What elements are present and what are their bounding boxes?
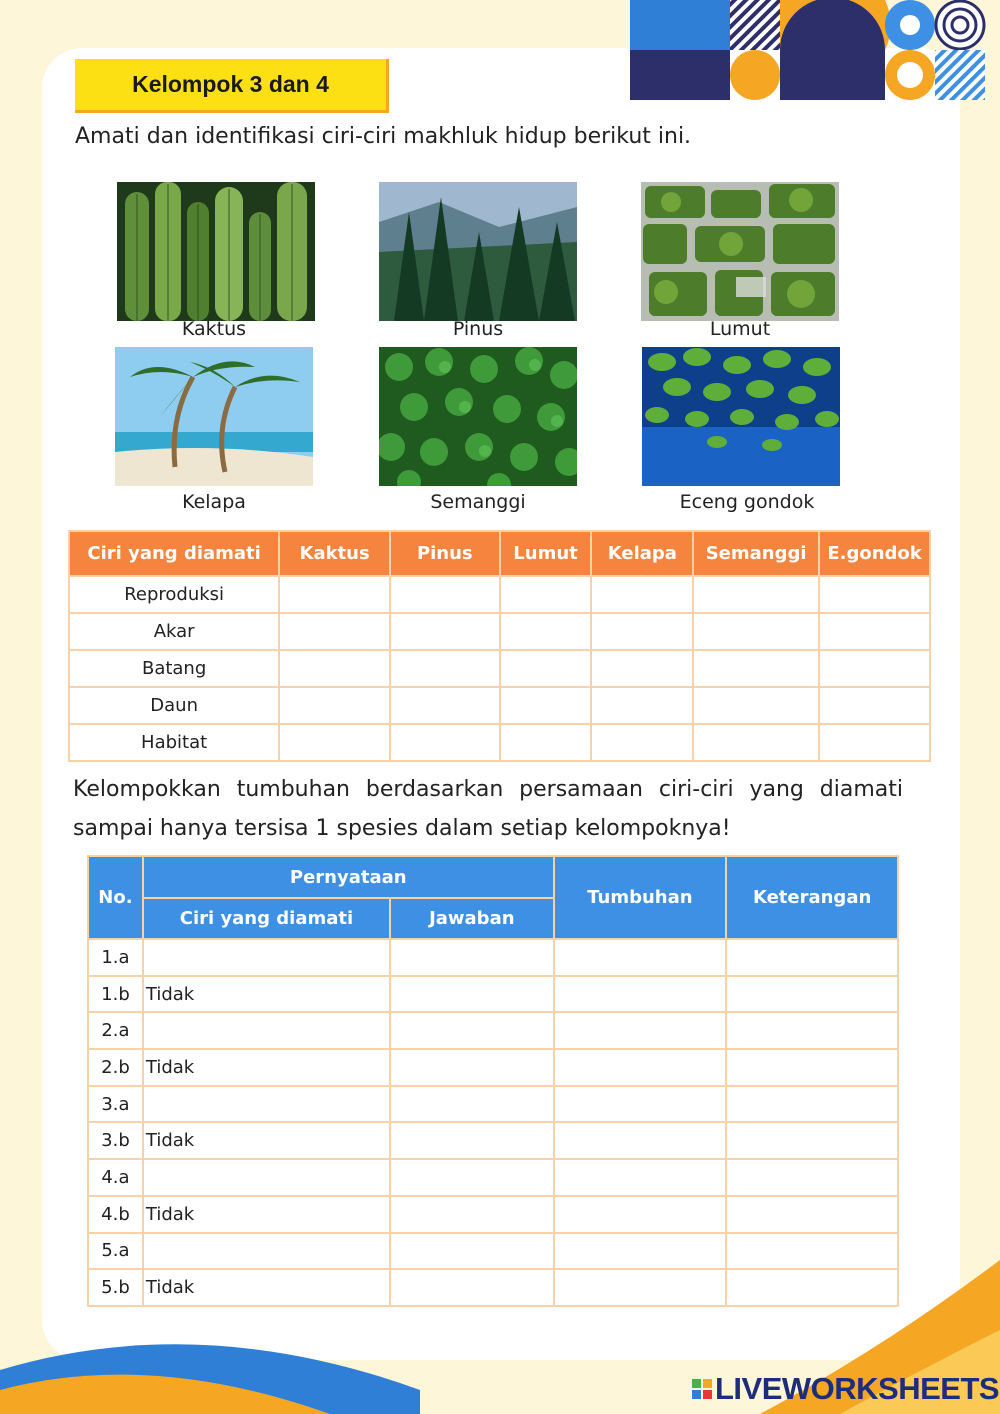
answer-cell[interactable] — [819, 724, 930, 761]
note-cell[interactable] — [726, 1233, 898, 1270]
answer-cell[interactable] — [390, 724, 500, 761]
table-row — [88, 1233, 898, 1270]
column-header: E.gondok — [819, 531, 930, 576]
plant-cell[interactable] — [554, 1269, 727, 1306]
plant-cell[interactable] — [554, 1233, 727, 1270]
note-cell[interactable] — [726, 1269, 898, 1306]
note-cell[interactable] — [726, 976, 898, 1013]
answer-cell[interactable] — [819, 650, 930, 687]
geometric-header-decoration — [630, 0, 1000, 100]
answer-cell[interactable] — [693, 650, 819, 687]
answer-cell[interactable] — [693, 613, 819, 650]
trait-cell[interactable] — [143, 1159, 390, 1196]
answer-cell[interactable] — [500, 613, 592, 650]
answer-cell[interactable] — [390, 939, 554, 976]
plant-cell[interactable] — [554, 1122, 727, 1159]
column-header: Jawaban — [390, 898, 554, 939]
column-header: Pernyataan — [143, 856, 554, 898]
row-label: Habitat — [69, 724, 279, 761]
clover-photo — [379, 347, 577, 486]
column-header: Kelapa — [591, 531, 693, 576]
column-header: Keterangan — [726, 856, 898, 939]
answer-cell[interactable] — [693, 687, 819, 724]
photo-caption: Eceng gondok — [679, 491, 815, 513]
water-hyacinth-photo — [642, 347, 840, 486]
table-row — [88, 1086, 898, 1123]
table-row — [88, 1159, 898, 1196]
answer-cell[interactable] — [279, 687, 390, 724]
answer-cell[interactable] — [390, 1196, 554, 1233]
plant-cell[interactable] — [554, 939, 727, 976]
answer-cell[interactable] — [591, 613, 693, 650]
row-number: 3.b — [88, 1122, 143, 1159]
row-number: 5.a — [88, 1233, 143, 1270]
answer-cell[interactable] — [390, 1233, 554, 1270]
photo-caption: Semanggi — [430, 491, 526, 513]
classification-table — [87, 855, 899, 1307]
moss-wall-photo — [641, 182, 839, 321]
trait-cell: Tidak — [143, 1049, 390, 1086]
liveworksheets-logo[interactable] — [692, 1371, 999, 1407]
row-label: Daun — [69, 687, 279, 724]
answer-cell[interactable] — [390, 650, 500, 687]
answer-cell[interactable] — [500, 650, 592, 687]
answer-cell[interactable] — [279, 650, 390, 687]
trait-cell[interactable] — [143, 1086, 390, 1123]
answer-cell[interactable] — [591, 576, 693, 613]
trait-cell: Tidak — [143, 1269, 390, 1306]
coconut-palm-photo — [115, 347, 313, 486]
pine-forest-photo — [379, 182, 577, 321]
answer-cell[interactable] — [390, 576, 500, 613]
answer-cell[interactable] — [390, 1122, 554, 1159]
answer-cell[interactable] — [390, 687, 500, 724]
table-row — [88, 1012, 898, 1049]
note-cell[interactable] — [726, 1086, 898, 1123]
note-cell[interactable] — [726, 939, 898, 976]
plant-cell[interactable] — [554, 1086, 727, 1123]
table-row — [88, 1049, 898, 1086]
table-row — [88, 1122, 898, 1159]
answer-cell[interactable] — [819, 613, 930, 650]
column-header: Semanggi — [693, 531, 819, 576]
answer-cell[interactable] — [693, 576, 819, 613]
observation-table — [68, 530, 931, 762]
answer-cell[interactable] — [819, 687, 930, 724]
answer-cell[interactable] — [693, 724, 819, 761]
column-header: Lumut — [500, 531, 592, 576]
answer-cell[interactable] — [500, 724, 592, 761]
row-number: 2.a — [88, 1012, 143, 1049]
answer-cell[interactable] — [500, 576, 592, 613]
table-row — [88, 939, 898, 976]
row-number: 4.a — [88, 1159, 143, 1196]
answer-cell[interactable] — [819, 576, 930, 613]
answer-cell[interactable] — [500, 687, 592, 724]
answer-cell[interactable] — [390, 1269, 554, 1306]
table-header-row — [69, 531, 930, 576]
table-row — [69, 687, 930, 724]
table-row — [88, 1269, 898, 1306]
table-row — [88, 1196, 898, 1233]
answer-cell[interactable] — [390, 1012, 554, 1049]
trait-cell: Tidak — [143, 1196, 390, 1233]
cactus-photo — [117, 182, 315, 321]
answer-cell[interactable] — [390, 613, 500, 650]
table-row — [69, 613, 930, 650]
table-header-row — [88, 856, 898, 898]
row-number: 4.b — [88, 1196, 143, 1233]
trait-cell: Tidak — [143, 976, 390, 1013]
column-header: No. — [88, 856, 143, 939]
column-header: Ciri yang diamati — [143, 898, 390, 939]
grouping-instruction: Kelompokkan tumbuhan berdasarkan persamaan ciri-ciri yang diamati sampai hanya tersisa 1 spesies dalam setiap kelompoknya! — [73, 777, 903, 841]
row-label: Batang — [69, 650, 279, 687]
answer-cell[interactable] — [390, 1049, 554, 1086]
note-cell[interactable] — [726, 1196, 898, 1233]
plant-cell[interactable] — [554, 1012, 727, 1049]
column-header: Pinus — [390, 531, 500, 576]
photo-caption: Pinus — [452, 318, 504, 340]
row-number: 2.b — [88, 1049, 143, 1086]
trait-cell[interactable] — [143, 1012, 390, 1049]
column-header: Tumbuhan — [554, 856, 727, 939]
row-label: Akar — [69, 613, 279, 650]
observation-instruction: Amati dan identifikasi ciri-ciri makhluk hidup berikut ini. — [75, 124, 692, 149]
trait-cell: Tidak — [143, 1122, 390, 1159]
row-label: Reproduksi — [69, 576, 279, 613]
answer-cell[interactable] — [279, 576, 390, 613]
row-number: 1.a — [88, 939, 143, 976]
group-label: Kelompok 3 dan 4 — [75, 59, 389, 113]
note-cell[interactable] — [726, 1122, 898, 1159]
table-row — [69, 724, 930, 761]
answer-cell[interactable] — [591, 724, 693, 761]
answer-cell[interactable] — [390, 1159, 554, 1196]
answer-cell[interactable] — [279, 724, 390, 761]
answer-cell[interactable] — [591, 687, 693, 724]
note-cell[interactable] — [726, 1159, 898, 1196]
liveworksheets-icon — [692, 1379, 712, 1399]
plant-cell[interactable] — [554, 976, 727, 1013]
answer-cell[interactable] — [591, 650, 693, 687]
plant-cell[interactable] — [554, 1159, 727, 1196]
answer-cell[interactable] — [390, 976, 554, 1013]
note-cell[interactable] — [726, 1049, 898, 1086]
brand-name: LIVEWORKSHEETS — [715, 1371, 1000, 1406]
photo-caption: Lumut — [709, 318, 771, 340]
photo-caption: Kelapa — [182, 491, 246, 513]
answer-cell[interactable] — [279, 613, 390, 650]
plant-cell[interactable] — [554, 1049, 727, 1086]
column-header: Kaktus — [279, 531, 390, 576]
trait-cell[interactable] — [143, 939, 390, 976]
column-header: Ciri yang diamati — [69, 531, 279, 576]
row-number: 5.b — [88, 1269, 143, 1306]
photo-caption: Kaktus — [181, 318, 247, 340]
table-row — [69, 576, 930, 613]
table-row — [88, 976, 898, 1013]
table-row — [69, 650, 930, 687]
row-number: 3.a — [88, 1086, 143, 1123]
answer-cell[interactable] — [390, 1086, 554, 1123]
note-cell[interactable] — [726, 1012, 898, 1049]
row-number: 1.b — [88, 976, 143, 1013]
trait-cell[interactable] — [143, 1233, 390, 1270]
plant-cell[interactable] — [554, 1196, 727, 1233]
